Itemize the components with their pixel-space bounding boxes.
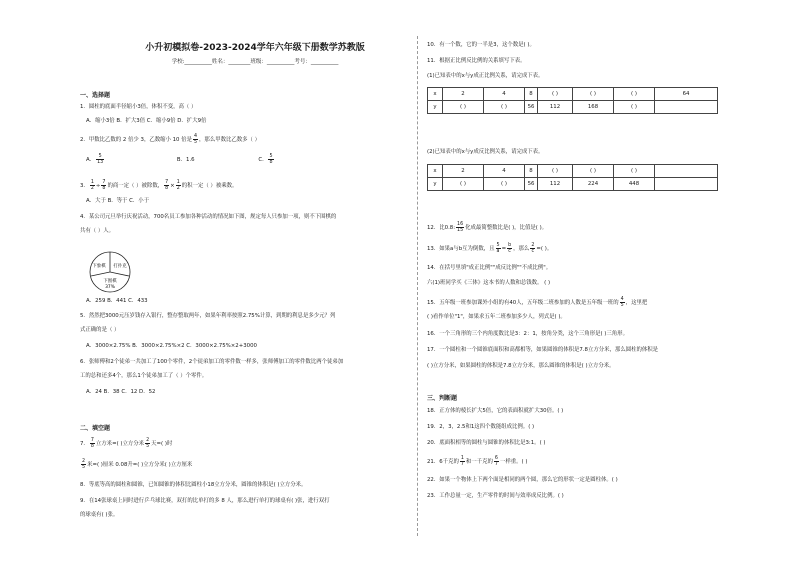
table-cell: ( )	[538, 88, 573, 101]
fraction: $\frac{4}{5}$	[193, 134, 198, 145]
question-9-line-2: 的球桌有( )张。	[80, 512, 119, 518]
table-cell: 2	[443, 88, 484, 101]
student-info-line: 学校:__________姓名：________班级：__________考号：__________	[171, 59, 339, 65]
question-6-line-2: 工的总和还多4个，那么1个徒弟加工了（ ）个零件。	[80, 373, 208, 379]
question-6-line-1: 6．张师傅和2个徒弟一共加工了100个零件，2个徒弟加工的零件数一样多，张师傅加工的零件数比两个徒弟加	[80, 359, 344, 365]
fraction: $\frac{2}{c}$	[531, 243, 535, 254]
question-4-line-1: 4．某公司元旦举行庆祝活动，700名员工参加各种活动的情况如下图，规定每人只参加一项，则不下围棋的	[80, 214, 337, 220]
fraction: $\frac{16}{15}$	[457, 222, 464, 233]
question-15-line-2: ( )看作单位"1"，如果求五年二班参加多少人，列式是( )。	[427, 314, 566, 320]
question-14: 14．在括号里填"成正比例""成反比例""不成比例"。	[427, 265, 552, 271]
table-cell: ( )	[484, 101, 525, 114]
table-cell	[655, 101, 718, 114]
inverse-proportion-table	[427, 164, 718, 191]
table-cell: 4	[484, 165, 525, 178]
table-cell: ( )	[614, 88, 655, 101]
fraction: $\frac{2}{5}$	[82, 459, 86, 470]
table-cell: 2	[443, 165, 484, 178]
question-9-line-1: 9．在14张球桌上同时进行乒乓球比赛，双打的比单打的多 8 人，那么进行单打的球桌有( )张，进行双打	[80, 498, 330, 504]
question-15-line-1: 15．五年级一班参加课外小组的有40人，五年级二班参加的人数是五年级一班的 $\frac{4}{5}$ ，这里把	[427, 297, 648, 308]
table-cell: 4	[484, 88, 525, 101]
question-10: 10．有一个数，它的一半是3，这个数是( )。	[427, 42, 535, 48]
question-19: 19．2，3，2.5和1这四个数能组成比例。( )	[427, 424, 535, 430]
fraction: $\frac{1}{2}$	[90, 180, 94, 191]
table-cell: 56	[525, 101, 538, 114]
question-3: 3． $\frac{1}{2}$ ÷ $\frac{7}{8}$ 的商一定（ ）被除数， $\frac{7}{8}$ × $\frac{1}{2}$ 的积一定（ ）被乘数。	[80, 180, 238, 191]
pie-label-go-percent: 37%	[105, 285, 115, 290]
question-22: 22．如果一个物体上下两个面是相同的两个圆，那么它的形状一定是圆柱体。( )	[427, 477, 618, 483]
fraction: $\frac{1}{7}$	[460, 456, 464, 467]
section-choice-title: 一、选择题	[80, 92, 111, 99]
question-8: 8．等底等高的圆柱和圆锥，已知圆锥的体积比圆柱小18立方分米，圆锥的体积是( )立方分米。	[80, 482, 307, 488]
question-2-text-b: ，那么甲数比乙数多（ ）	[199, 137, 261, 143]
section-judge-title: 三、判断题	[427, 395, 458, 402]
question-3-options: A．大于 B．等于 C．小于	[86, 198, 150, 204]
fraction: $\frac{5}{a}$	[496, 243, 500, 254]
question-11-part-2: (2)已知表中的x与y成反比例关系，请完成下表。	[427, 149, 544, 155]
question-7-line-1: 7． $\frac{7}{8}$ 立方米=( )立方分米 $\frac{2}{5}$ 天=( )时	[80, 438, 173, 449]
question-6-options: A．24 B．38 C．12 D．52	[86, 389, 156, 395]
fraction: $\frac{7}{8}$	[90, 438, 94, 449]
question-7-line-2: $\frac{2}{5}$ 米=( )厘米 0.08升=( )立方分米( )立方厘米	[82, 459, 193, 470]
question-4-options: A．259 B．441 C．433	[86, 298, 148, 304]
table-cell: ( )	[538, 165, 573, 178]
question-21: 21．6千克的 $\frac{1}{7}$ 和一千克的 $\frac{6}{7}$ 一样重。( )	[427, 456, 528, 467]
table-cell: y	[428, 178, 443, 191]
page-title: 小升初模拟卷-2023-2024学年六年级下册数学苏教版	[145, 43, 365, 53]
fraction: $\frac{7}{8}$	[165, 180, 169, 191]
pie-label-chess: 下象棋	[92, 264, 106, 269]
question-13: 13．如果a与b互为倒数，且 $\frac{5}{a}$ = $\frac{b}{c}$ ，那么 $\frac{2}{c}$ =( )。	[427, 243, 553, 254]
table-cell: ( )	[443, 178, 484, 191]
question-23: 23．工作总量一定，生产零件的时间与效率成反比例。( )	[427, 493, 564, 499]
table-row-y	[428, 178, 718, 191]
table-cell: ( )	[573, 165, 614, 178]
question-2-options: A． $\frac{5}{13}$ B．1.6 C． $\frac{5}{8}$	[86, 154, 273, 165]
question-18: 18．正方体的棱长扩大5倍，它的表面积就扩大30倍。( )	[427, 408, 564, 414]
table-cell: x	[428, 88, 443, 101]
fraction: $\frac{7}{8}$	[102, 180, 106, 191]
table-cell: 56	[525, 178, 538, 191]
pie-label-cards: 打扑克	[113, 264, 127, 269]
table-cell: 64	[655, 88, 718, 101]
table-row-y	[428, 101, 718, 114]
question-2-text-a: 2．甲数比乙数的 2 倍少 3，乙数缩小 10 倍是	[80, 137, 192, 143]
fraction: $\frac{b}{c}$	[508, 243, 512, 254]
table-cell: ( )	[573, 88, 614, 101]
fraction: $\frac{5}{8}$	[269, 154, 273, 165]
table-cell: 224	[573, 178, 614, 191]
section-fill-title: 二、填空题	[80, 425, 111, 432]
fraction: $\frac{6}{7}$	[494, 456, 498, 467]
question-16: 16．一个三角形的三个内角度数比是3：2：1，按角分类，这个三角形是( )三角形。	[427, 331, 628, 337]
table-cell: 448	[614, 178, 655, 191]
table-cell: ( )	[614, 165, 655, 178]
table-cell: ( )	[443, 101, 484, 114]
question-5-line-2: 式正确的是（ ）	[80, 327, 120, 333]
activity-pie-chart	[88, 250, 132, 294]
fraction: $\frac{2}{5}$	[146, 438, 150, 449]
table-cell: 112	[538, 178, 573, 191]
question-11: 11．根据正比例反比例的关系填写下表。	[427, 58, 526, 64]
table-cell: x	[428, 165, 443, 178]
table-row-x	[428, 88, 718, 101]
fraction: $\frac{5}{13}$	[97, 154, 104, 165]
table-cell: 168	[573, 101, 614, 114]
table-cell: 112	[538, 101, 573, 114]
question-1-options: A．缩小3倍 B．扩大3倍 C．缩小9倍 D．扩大9倍	[86, 118, 207, 124]
question-5-line-1: 5．然然把3000元压岁钱存入银行，整存整取两年，如果年利率按照2.75%计算，到期的利息是多少元？列	[80, 313, 336, 319]
pie-label-go: 下围棋	[103, 279, 117, 284]
question-12: 12．比0.8: $\frac{16}{15}$ 化成最简整数比是( )，比值是( )。	[427, 222, 548, 233]
question-2	[80, 134, 260, 145]
table-cell: 8	[525, 165, 538, 178]
question-4-line-2: 共有（ ）人。	[80, 228, 115, 234]
table-cell	[655, 178, 718, 191]
table-cell: 8	[525, 88, 538, 101]
column-divider	[417, 36, 418, 536]
fraction: $\frac{4}{5}$	[620, 297, 624, 308]
question-5-options: A．3000×2.75% B．3000×2.75%×2 C．3000×2.75%×2+3000	[86, 343, 257, 349]
table-row-x	[428, 165, 718, 178]
table-cell	[655, 165, 718, 178]
question-17-line-2: ( )立方分米，如果圆柱的体积是7.8立方分米，那么圆锥的体积是( )立方分米。	[427, 363, 615, 369]
question-11-part-1: (1)已知表中的x与y成正比例关系，请完成下表。	[427, 73, 544, 79]
table-cell: ( )	[614, 101, 655, 114]
question-1: 1．圆柱的底面半径缩小3倍，体积不变，高（ ）	[80, 104, 197, 110]
fraction: $\frac{1}{2}$	[176, 180, 180, 191]
question-14-item: 六(1)班同学买《三体》这本书的人数和总钱数。 ( )	[427, 280, 551, 286]
question-17-line-1: 17．一个圆柱和一个圆锥底面积和高都相等，如果圆锥的体积是7.8立方分米，那么圆柱的体积是	[427, 347, 659, 353]
table-cell: ( )	[484, 178, 525, 191]
question-20: 20．底面积相等的圆柱与圆锥的体积比是3:1。( )	[427, 440, 546, 446]
direct-proportion-table	[427, 87, 718, 114]
table-cell: y	[428, 101, 443, 114]
